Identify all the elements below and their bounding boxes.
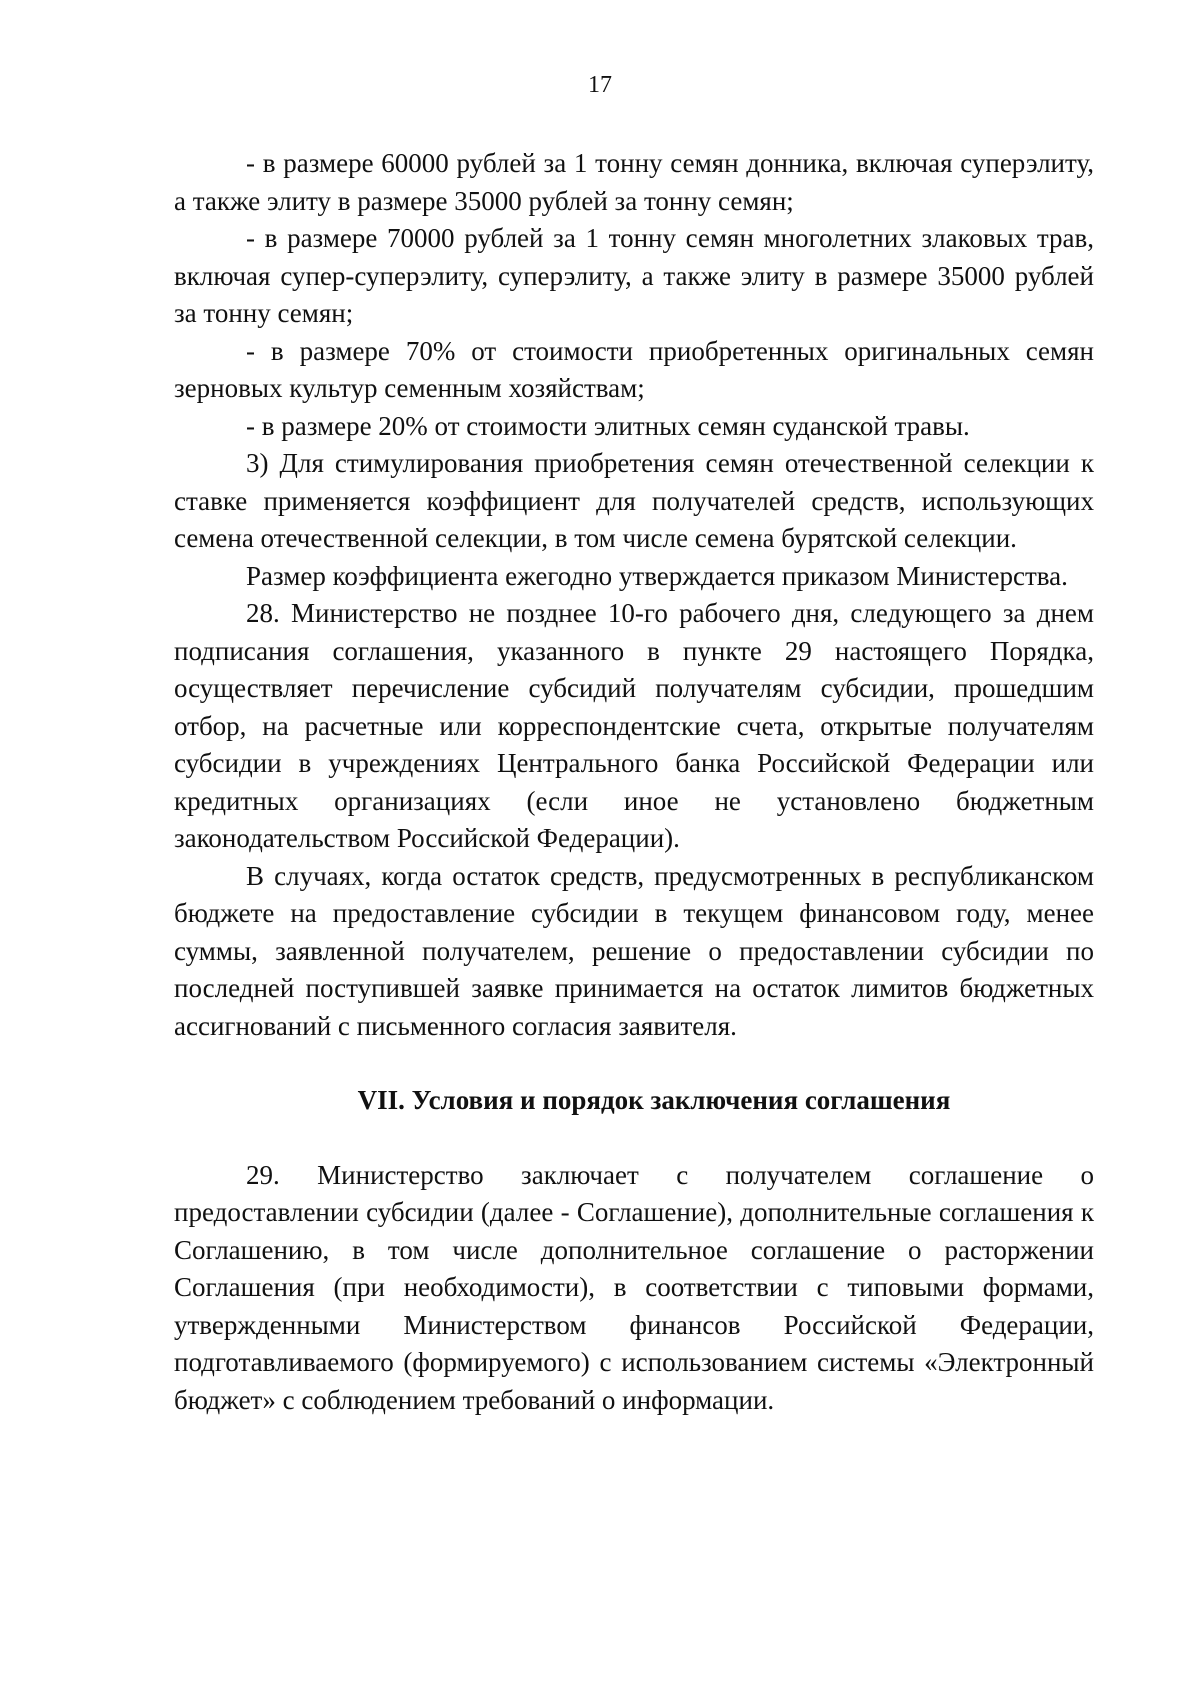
page-number: 17 xyxy=(588,72,612,98)
document-body xyxy=(174,145,1094,1419)
paragraph-subsidy-donnik: - в размере 60000 рублей за 1 тонну семян донника, включая суперэлиту, а также элиту в размере 35000 рублей за тонну семян; xyxy=(174,148,1094,216)
paragraph-subsidy-sudan-grass: - в размере 20% от стоимости элитных семян суданской травы. xyxy=(246,410,970,441)
paragraph-coefficient-size: Размер коэффициента ежегодно утверждается приказом Министерства. xyxy=(246,560,1068,591)
paragraph-subsidy-grain: - в размере 70% от стоимости приобретенных оригинальных семян зерновых культур семенным хозяйствам; xyxy=(174,335,1094,403)
paragraph-item-28: 28. Министерство не позднее 10-го рабочего дня, следующего за днем подписания соглашения, указанного в пункте 29 настоящего Порядка, осуществляет перечисление субсидий получателям субсидии, прошедшим отбор, на расчетные или корреспондентские счета, открытые получателям субсидии в учреждениях Центрального банка Российской Федерации или кредитных организациях (если иное не установлено бюджетным законодательством Российской Федерации). xyxy=(174,598,1094,853)
section-heading: VII. Условия и порядок заключения соглашения xyxy=(357,1085,951,1115)
paragraph-subsidy-grass: - в размере 70000 рублей за 1 тонну семян многолетних злаковых трав, включая супер-суперэлиту, суперэлиту, а также элиту в размере 35000 рублей за тонну семян; xyxy=(174,223,1094,328)
paragraph-budget-remainder: В случаях, когда остаток средств, предусмотренных в республиканском бюджете на предоставление субсидии в текущем финансовом году, менее суммы, заявленной получателем, решение о предоставлении субсидии по последней поступившей заявке принимается на остаток лимитов бюджетных ассигнований с письменного согласия заявителя. xyxy=(174,860,1094,1041)
paragraph-item-29: 29. Министерство заключает с получателем соглашение о предоставлении субсидии (далее - Соглашение), дополнительные соглашения к Соглашению, в том числе дополнительное соглашение о расторжении Соглашения (при необходимости), в соответствии с типовыми формами, утвержденными Министерством финансов Российской Федерации, подготавливаемого (формируемого) с использованием системы «Электронный бюджет» с соблюдением требований о информации. xyxy=(174,1159,1094,1415)
paragraph-coefficient-rule: 3) Для стимулирования приобретения семян отечественной селекции к ставке применяется коэффициент для получателей средств, использующих семена отечественной селекции, в том числе семена бурятской селекции. xyxy=(174,448,1094,553)
